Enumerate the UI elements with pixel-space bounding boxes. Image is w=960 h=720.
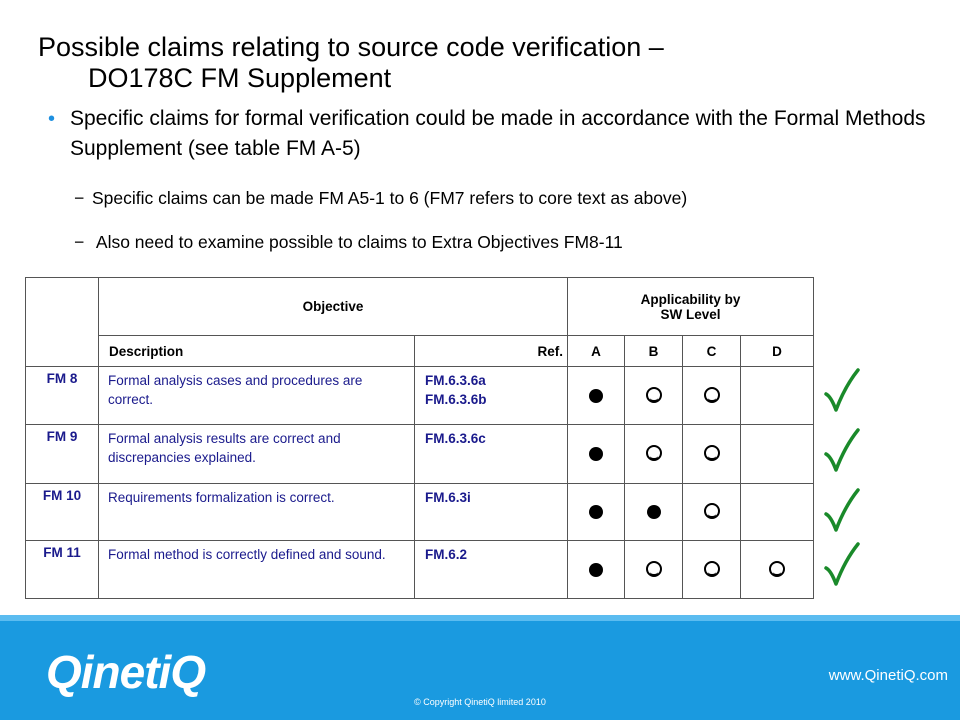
applicability-b [625,541,683,599]
slide-title-line2: DO178C FM Supplement [88,63,392,93]
applicability-d [741,541,814,599]
filled-circle-icon [589,447,603,461]
applicability-d [741,367,814,425]
table-row [26,425,814,484]
open-circle-icon [704,561,720,577]
col-level-d: D [741,336,814,367]
header-applicability-line1: Applicability by [640,291,741,307]
check-mark-icon [822,426,862,476]
copyright-text: © Copyright QinetiQ limited 2010 [414,697,546,707]
check-mark-icon [822,486,862,536]
footer-bar [0,615,960,720]
table-row [26,541,814,599]
sub-bullet [74,230,934,254]
applicability-a [568,541,625,599]
header-applicability-line2: SW Level [660,306,721,322]
sub-bullet-text: Also need to examine possible to claims to Extra Objectives FM8-11 [92,232,623,252]
row-ref [415,425,568,484]
open-circle-icon [646,445,662,461]
row-id: FM 9 [26,425,99,484]
open-circle-icon [769,561,785,577]
row-description: Formal method is correctly defined and sound. [99,541,415,599]
applicability-a [568,425,625,484]
main-bullet [48,104,928,164]
table-row [26,484,814,541]
applicability-b [625,425,683,484]
row-description: Requirements formalization is correct. [99,484,415,541]
col-ref: Ref. [415,336,568,367]
row-ref-line: FM.6.2 [425,547,468,562]
open-circle-icon [646,387,662,403]
row-description: Formal analysis cases and procedures are correct. [99,367,415,425]
applicability-c [683,425,741,484]
slide-title [38,32,938,94]
row-ref [415,541,568,599]
row-id: FM 11 [26,541,99,599]
table-corner-cell [26,278,99,367]
footer-top-band [0,615,960,621]
open-circle-icon [646,561,662,577]
filled-circle-icon [589,563,603,577]
filled-circle-icon [589,389,603,403]
sub-bullet [74,186,934,210]
check-mark-icon [822,540,862,590]
slide-title-line1: Possible claims relating to source code verification – [38,32,664,62]
col-level-a: A [568,336,625,367]
row-description: Formal analysis results are correct and discrepancies explained. [99,425,415,484]
row-ref-line: FM.6.3.6c [425,431,486,446]
open-circle-icon [704,445,720,461]
row-ref-line: FM.6.3.6b [425,392,487,407]
qinetiq-logo: QinetiQ [46,646,206,698]
row-ref [415,484,568,541]
row-id: FM 8 [26,367,99,425]
applicability-c [683,541,741,599]
sub-bullet-text: Specific claims can be made FM A5-1 to 6 (FM7 refers to core text as above) [92,188,688,208]
col-level-c: C [683,336,741,367]
check-mark-icon [822,366,862,416]
bullet-dot-icon: • [48,108,56,130]
row-ref-line: FM.6.3i [425,490,471,505]
dash-icon: − [74,188,85,208]
website-link[interactable]: www.QinetiQ.com [828,667,948,684]
col-description: Description [99,336,415,367]
row-id: FM 10 [26,484,99,541]
applicability-a [568,484,625,541]
applicability-b [625,484,683,541]
col-level-b: B [625,336,683,367]
row-ref-line: FM.6.3.6a [425,373,486,388]
open-circle-icon [704,387,720,403]
open-circle-icon [704,503,720,519]
applicability-d [741,484,814,541]
row-ref [415,367,568,425]
applicability-b [625,367,683,425]
dash-icon: − [74,232,85,252]
main-bullet-text: Specific claims for formal verification could be made in accordance with the Formal Methods Supplement (see table FM A-5) [70,107,926,160]
objectives-table [25,277,814,599]
applicability-d [741,425,814,484]
table-row [26,367,814,425]
applicability-c [683,484,741,541]
header-applicability [568,278,814,336]
filled-circle-icon [589,505,603,519]
applicability-c [683,367,741,425]
header-objective: Objective [99,278,568,336]
applicability-a [568,367,625,425]
filled-circle-icon [647,505,661,519]
